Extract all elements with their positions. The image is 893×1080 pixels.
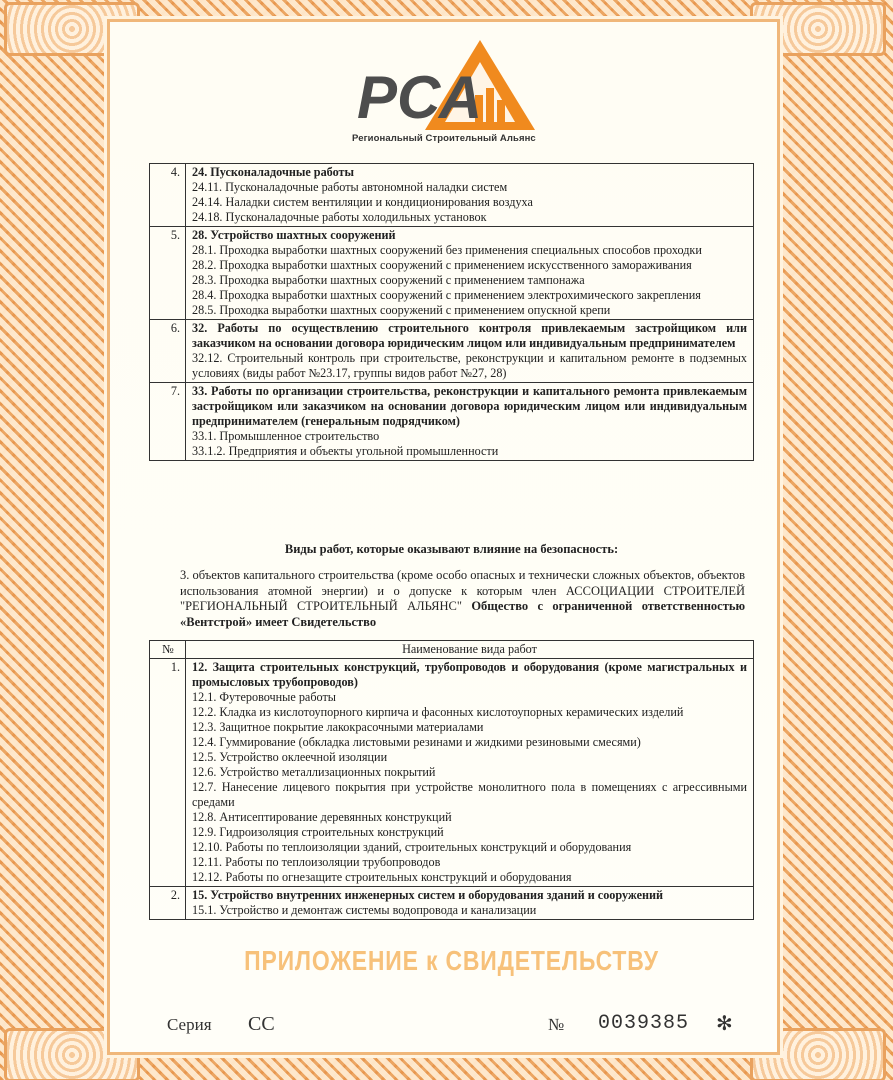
work-item: 28.5. Проходка выработки шахтных сооружений с применением опускной крепи	[192, 303, 611, 317]
paragraph-bold-text: Общество с ограниченной ответственностью «Вентстрой» имеет Свидетельство	[180, 599, 746, 629]
table-row	[150, 164, 754, 227]
star-icon: ✻	[716, 1013, 733, 1035]
work-item: 33.1.2. Предприятия и объекты угольной промышленности	[192, 444, 499, 458]
work-group-title: 33. Работы по организации строительства, реконструкции и капитального ремонта привлекаемым застройщиком или заказчиком на основании договора юридическим лицом или индивидуальным предпринимателем (генеральным подрядчиком)	[192, 384, 747, 428]
series-value: СС	[248, 1013, 275, 1035]
logo-building-2	[486, 88, 494, 122]
section-paragraph	[180, 568, 745, 630]
work-item: 28.3. Проходка выработки шахтных сооружений с применением тампонажа	[192, 273, 585, 287]
work-item: 12.7. Нанесение лицевого покрытия при устройстве монолитного пола в помещениях с агрессивными средами	[192, 780, 747, 809]
work-item: 12.5. Устройство оклеечной изоляции	[192, 750, 388, 764]
work-group-title: 12. Защита строительных конструкций, трубопроводов и оборудования (кроме магистральных и промысловых трубопроводов)	[192, 660, 747, 689]
work-item: 12.6. Устройство металлизационных покрытий	[192, 765, 436, 779]
table2-body	[150, 659, 754, 920]
work-group-title: 28. Устройство шахтных сооружений	[192, 228, 396, 242]
work-item: 12.1. Футеровочные работы	[192, 690, 336, 704]
paragraph-normal-text: 3. объектов капитального строительства (кроме особо опасных и технически сложных объектов, объектов использования атомной энергии) и о допуске к которым член АССОЦИАЦИИ СТРОИТЕЛЕЙ "РЕГИОНАЛЬНЫЙ СТРОИТЕЛЬНЫЙ АЛЬЯНС"	[180, 568, 745, 613]
work-group-title: 24. Пусконаладочные работы	[192, 165, 355, 179]
appendix-title: ПРИЛОЖЕНИЕ к СВИДЕТЕЛЬСТВУ	[244, 945, 659, 976]
row-content	[186, 887, 754, 920]
table-row	[150, 659, 754, 887]
work-item: 24.18. Пусконаладочные работы холодильных установок	[192, 210, 487, 224]
row-number: 7.	[150, 383, 186, 461]
row-content	[186, 164, 754, 227]
work-item: 12.3. Защитное покрытие лакокрасочными материалами	[192, 720, 484, 734]
table-row	[150, 887, 754, 920]
header-num: №	[150, 641, 186, 659]
row-number: 2.	[150, 887, 186, 920]
work-item: 12.4. Гуммирование (обкладка листовыми резинами и жидкими резиновыми смесями)	[192, 735, 641, 749]
work-item: 24.11. Пусконаладочные работы автономной наладки систем	[192, 180, 508, 194]
table-row	[150, 227, 754, 320]
row-number: 1.	[150, 659, 186, 887]
table-row	[150, 383, 754, 461]
row-content	[186, 659, 754, 887]
work-item: 12.9. Гидроизоляция строительных конструкций	[192, 825, 444, 839]
work-group-title: 15. Устройство внутренних инженерных систем и оборудования зданий и сооружений	[192, 888, 664, 902]
work-item: 12.2. Кладка из кислотоупорного кирпича и фасонных кислотоупорных керамических изделий	[192, 705, 684, 719]
table-header-row	[150, 641, 754, 659]
work-item: 24.14. Наладки систем вентиляции и кондиционирования воздуха	[192, 195, 533, 209]
work-item: 12.11. Работы по теплоизоляции трубопроводов	[192, 855, 441, 869]
number-label: №	[548, 1015, 565, 1034]
work-group-title: 32. Работы по осуществлению строительного контроля привлекаемым застройщиком или заказчиком на основании договора юридическим лицом или индивидуальным предпринимателем	[192, 321, 747, 350]
work-item: 32.12. Строительный контроль при строительстве, реконструкции и капитальном ремонте в подземных условиях (виды работ №23.17, группы видов работ №27, 28)	[192, 351, 747, 380]
work-item: 28.1. Проходка выработки шахтных сооружений без применения специальных способов проходки	[192, 243, 702, 257]
logo-letters: РСА	[357, 64, 483, 131]
row-content	[186, 227, 754, 320]
table-row	[150, 320, 754, 383]
work-item: 28.4. Проходка выработки шахтных сооружений с применением электрохимического закрепления	[192, 288, 701, 302]
work-types-table-continued	[149, 163, 754, 461]
row-content	[186, 383, 754, 461]
row-number: 6.	[150, 320, 186, 383]
section-heading: Виды работ, которые оказывают влияние на безопасность:	[284, 542, 619, 556]
logo-subtitle: Региональный Строительный Альянс	[352, 133, 536, 144]
header-name: Наименование вида работ	[186, 641, 754, 659]
certificate-number: 0039385	[598, 1012, 690, 1035]
table1-body	[150, 164, 754, 461]
work-item: 33.1. Промышленное строительство	[192, 429, 380, 443]
row-number: 5.	[150, 227, 186, 320]
work-item: 15.1. Устройство и демонтаж системы водопровода и канализации	[192, 903, 537, 917]
row-content	[186, 320, 754, 383]
logo-building-3	[497, 100, 505, 122]
work-item: 12.8. Антисептирование деревянных конструкций	[192, 810, 452, 824]
series-label: Серия	[167, 1015, 212, 1034]
row-number: 4.	[150, 164, 186, 227]
work-item: 28.2. Проходка выработки шахтных сооружений с применением искусственного замораживания	[192, 258, 692, 272]
work-types-table-safety	[149, 640, 754, 920]
work-item: 12.10. Работы по теплоизоляции зданий, строительных конструкций и оборудования	[192, 840, 632, 854]
work-item: 12.12. Работы по огнезащите строительных конструкций и оборудования	[192, 870, 572, 884]
rsa-logo	[355, 40, 535, 145]
